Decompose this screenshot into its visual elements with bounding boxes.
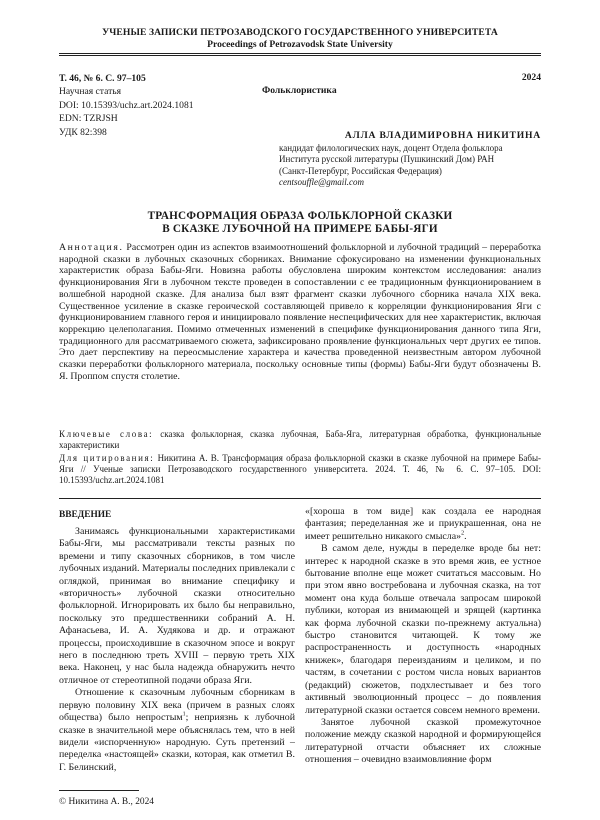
left-column	[59, 526, 295, 774]
section-rule	[59, 498, 541, 499]
abstract-text: Рассмотрен один из аспектов взаимоотношений фольклорной и лубочной традиций – переработка народной сказки в лубочных сказочных сборниках. Внимание сфокусировано на изменении функциональных характеристик образа Бабы-Яги. Новизна работы обусловлена широким контекстом исследования: анализ функционирования Яги в лубочном тексте проведен в сопоставлении с ее традиционным функционированием в волшебной народной сказке. Для анализа был взят фрагмент сказки лубочного сборника начала XIX века. Существенное усиление в сказке героической составляющей привело к корреляции функционирования Яги с функционированием главного героя и инициировало появление неспецифических для нее характеристик, включая коррекцию целеполагания. Помимо отмеченных изменений в специфике функционирования данного типа Яги, традиционного для рассматриваемого сюжета, зафиксировано проявление функциональных черт других ее типов. Это дает перспективу на переосмысление характера и качества проведенной неизвестным автором лубочной сказки переработки фольклорного материала, поскольку основные типы (формы) Бабы-Яги будут обозначены В. Я. Проппом спустя столетие.	[59, 242, 541, 382]
paragraph-text: Отношение к сказочным лубочным сборникам в первую половину XIX века (причем в разных слоях общества) было непростым	[59, 687, 295, 724]
header-rule	[59, 53, 541, 54]
abstract-label: Аннотация.	[59, 242, 124, 253]
footnote-ref[interactable]: 2	[461, 530, 465, 537]
volume-pages: Т. 46, № 6. С. 97–105	[59, 73, 146, 84]
citation	[59, 453, 541, 486]
header-rule-thin	[59, 55, 541, 56]
paragraph	[305, 506, 541, 543]
journal-title-en: Proceedings of Petrozavodsk State University	[207, 39, 393, 50]
title-line-2: В СКАЗКЕ ЛУБОЧНОЙ НА ПРИМЕРЕ БАБЫ-ЯГИ	[162, 223, 438, 235]
paragraph-text: «[хороша в том виде] как создала ее народная фантазия; переделанная же и приукрашенная, она не имеет решительно никакого смысла»	[305, 506, 541, 542]
author-name: АЛЛА ВЛАДИМИРОВНА НИКИТИНА	[344, 130, 541, 141]
journal-title-ru: УЧЕНЫЕ ЗАПИСКИ ПЕТРОЗАВОДСКОГО ГОСУДАРСТВЕННОГО УНИВЕРСИТЕТА	[102, 27, 498, 38]
udc: УДК 82:398	[59, 126, 107, 138]
footer-rule	[59, 790, 139, 791]
keywords-label: Ключевые слова:	[59, 429, 154, 439]
article-meta	[59, 72, 194, 139]
author-affiliation-2: Института русской литературы (Пушкинский Дом) РАН	[279, 154, 495, 165]
keywords	[59, 429, 541, 451]
doi: DOI: 10.15393/uchz.art.2024.1081	[59, 99, 194, 111]
paragraph: Занимаясь функциональными характеристиками Бабы-Яги, мы рассматривали тексты разных по времени и типу сказочных сборников, в том числе лубочных изданий. Материалы последних привлекали с оглядкой, принимая во внимание специфику и «вторичность» лубочной сказки относительно фольклорной. Игнорировать их было бы неправильно, поскольку это предшественники собраний А. Н. Афанасьева, И. А. Худякова и др. и отражают процессы, происходившие в сказочном эпосе и вокруг него в последнюю треть XVIII – первую треть XIX века. Наконец, у нас была надежда обнаружить нечто отличное от стереотипной подачи образа Яги.	[59, 526, 295, 686]
abstract	[59, 242, 541, 382]
paragraph-end: .	[464, 530, 467, 542]
citation-text: Никитина А. В. Трансформация образа фольклорной сказки в сказке лубочной на примере Бабы-Яги // Ученые записки Петрозаводского государственного университета. 2024. Т. 46, № 6. С. 97–105. DOI: 10.15393/uchz.art.2024.1081	[59, 453, 542, 485]
keywords-text: сказка фольклорная, сказка лубочная, Баба-Яга, литературная обработка, функциональные характеристики	[59, 429, 541, 450]
author-affiliation-3: (Санкт-Петербург, Российская Федерация)	[279, 165, 442, 176]
article-title	[59, 210, 541, 236]
author-affiliation-1: кандидат филологических наук, доцент Отдела фольклора	[279, 142, 503, 153]
paragraph: В самом деле, нужды в переделке вроде бы нет: интерес к народной сказке в это время жив, ее устное бытование вполне еще может считаться массовым. Но при этом явно востребована и лубочная сказка, на тот момент она куда больше отвечала запросам широкой публики, которая из внимающей и зрящей (картинка как форма лубочной сказки по-прежнему актуальна) быстро становится читающей. К тому же распространенность и доступность «народных книжек», благодаря переизданиям и целиком, и по частям, в сочетании с ростом числа новых вариантов (редакций) сюжетов, подхлестывает и без того активный эволюционный процесс – до появления литературной сказки остается совсем немного времени.	[305, 543, 541, 716]
section-name: Фольклористика	[262, 85, 337, 96]
author-block	[279, 130, 541, 189]
paragraph	[59, 687, 295, 774]
title-line-1: ТРАНСФОРМАЦИЯ ОБРАЗА ФОЛЬКЛОРНОЙ СКАЗКИ	[147, 210, 453, 222]
footnote-ref[interactable]: 1	[182, 711, 186, 718]
citation-label: Для цитирования:	[59, 453, 155, 463]
right-column	[305, 506, 541, 767]
intro-heading: ВВЕДЕНИЕ	[59, 510, 112, 520]
paragraph: Занятое лубочной сказкой промежуточное положение между сказкой народной и формирующейся литературной отчасти объясняет их сложные отношения – очевидно взаимовлияние форм	[305, 716, 541, 766]
article-type: Научная статья	[59, 86, 122, 98]
copyright: © Никитина А. В., 2024	[59, 797, 154, 807]
paragraph-text: ; неприязнь к лубочной сказке в значительной мере объяснялась тем, что в ней видели «испорченную» народную. Суть претензий – переделка «настоящей» сказки, которая, как отметил В. Г. Белинский,	[59, 712, 295, 773]
author-email[interactable]: centsouffle@gmail.com	[279, 177, 365, 188]
edn: EDN: TZRJSH	[59, 113, 118, 125]
year: 2024	[521, 72, 541, 83]
